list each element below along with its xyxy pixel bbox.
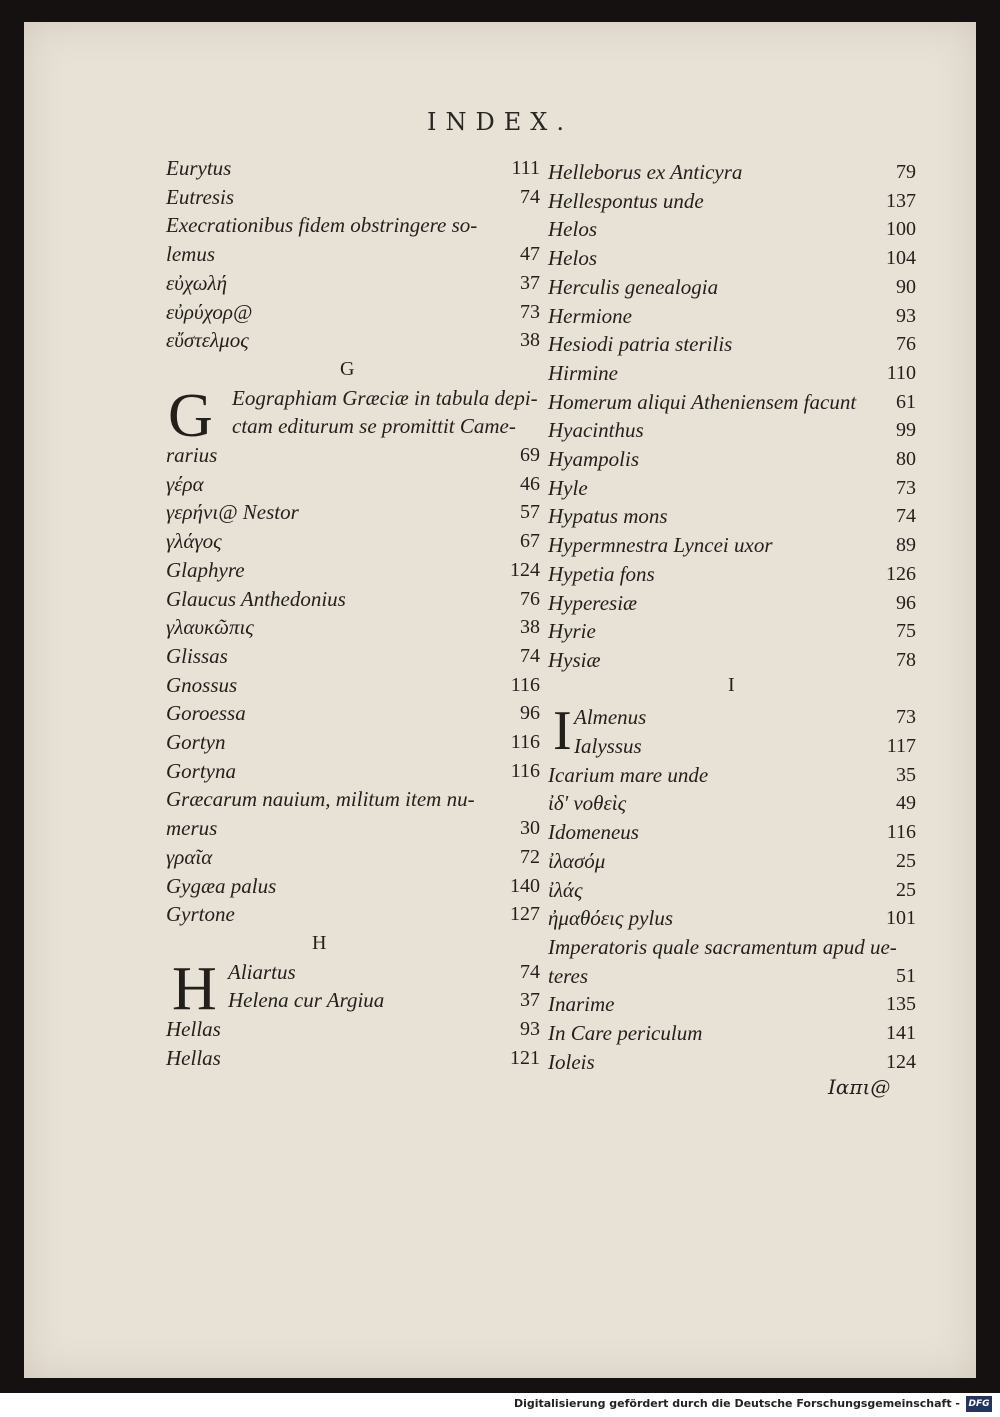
index-entry-page: 135 bbox=[886, 993, 916, 1016]
index-entry-page: 127 bbox=[510, 903, 540, 926]
index-entry-term: Homerum aliqui Atheniensem facunt bbox=[548, 389, 857, 414]
index-entry-term: Ialyssus bbox=[574, 734, 642, 758]
index-entry-page: 61 bbox=[896, 390, 916, 413]
index-entry-term: ἰδ' νοθεὶς bbox=[548, 791, 627, 816]
index-entry-page: 25 bbox=[896, 849, 916, 872]
index-entry-page: 100 bbox=[886, 218, 916, 241]
index-entry-term: Almenus bbox=[574, 705, 647, 730]
index-entry-page: 121 bbox=[510, 1046, 540, 1069]
index-entry-page: 104 bbox=[886, 247, 916, 270]
index-entry-term: εὐχωλή bbox=[166, 270, 228, 295]
index-entry-page: 67 bbox=[520, 530, 540, 553]
index-entry-page: 25 bbox=[896, 878, 916, 901]
index-entry-term: Glaucus Anthedonius bbox=[166, 586, 346, 611]
index-entry-page: 76 bbox=[520, 587, 540, 610]
index-entry-page: 37 bbox=[520, 271, 540, 294]
dfg-logo: DFG bbox=[966, 1396, 992, 1412]
index-entry-page: 141 bbox=[886, 1022, 916, 1044]
index-entry-term: Gortyn bbox=[166, 730, 226, 754]
index-entry-page: 74 bbox=[896, 505, 916, 528]
index-entry-term: Hyrie bbox=[548, 619, 596, 644]
index-entry-term: Imperatoris quale sacramentum apud ue- bbox=[548, 934, 897, 959]
section-heading-h: H bbox=[312, 932, 327, 954]
index-entry-page: 116 bbox=[510, 731, 540, 753]
catchword: Ιαπι@ bbox=[828, 1075, 891, 1099]
index-entry-page: 116 bbox=[886, 821, 916, 844]
index-entry-page: 79 bbox=[896, 161, 916, 183]
index-entry-term: Inarime bbox=[548, 992, 615, 1017]
index-entry-page: 110 bbox=[886, 361, 916, 384]
index-entry-term: Gygæa palus bbox=[166, 873, 277, 898]
index-entry-term: Eutresis bbox=[166, 184, 235, 209]
index-entry-page: 73 bbox=[896, 706, 916, 729]
index-entry-page: 51 bbox=[896, 964, 916, 987]
index-entry-term: Execrationibus fidem obstringere so- bbox=[166, 213, 478, 238]
index-entry-page: 38 bbox=[520, 616, 540, 639]
index-entry-term: Hyle bbox=[548, 475, 588, 500]
index-entry-term: ctam editurum se promittit Came- bbox=[232, 414, 516, 439]
index-entry-term: Hermione bbox=[548, 303, 632, 328]
index-entry-page: 74 bbox=[520, 185, 540, 208]
index-entry-term: Idomeneus bbox=[548, 820, 639, 845]
index-entry-term: In Care periculum bbox=[548, 1021, 703, 1045]
index-entry-term: lemus bbox=[166, 242, 215, 267]
index-entry-page: 76 bbox=[896, 333, 916, 356]
index-entry-term: γερήνι@ Nestor bbox=[166, 500, 299, 525]
index-entry-page: 74 bbox=[520, 644, 540, 667]
index-entry-term: Glissas bbox=[166, 643, 228, 668]
index-entry-page: 124 bbox=[510, 558, 540, 581]
index-entry-term: Helleborus ex Anticyra bbox=[548, 160, 743, 184]
index-entry-term: Glaphyre bbox=[166, 557, 245, 582]
index-entry-page: 93 bbox=[896, 304, 916, 327]
index-entry-term: Icarium mare unde bbox=[548, 762, 709, 787]
index-entry-term: Hyampolis bbox=[548, 447, 639, 471]
index-entry-term: Hysiæ bbox=[548, 647, 601, 672]
index-entry-page: 73 bbox=[520, 300, 540, 323]
page-title: INDEX. bbox=[427, 108, 573, 136]
index-entry-term: Gnossus bbox=[166, 672, 238, 697]
index-entry-term: Hellas bbox=[166, 1017, 221, 1041]
index-entry-page: 116 bbox=[510, 673, 540, 696]
index-entry-page: 75 bbox=[896, 620, 916, 643]
index-entry-term: Aliartus bbox=[228, 959, 296, 984]
index-entry-term: ἰλασόμ bbox=[548, 848, 606, 873]
dropcap-i: I bbox=[553, 700, 572, 762]
index-entry-page: 73 bbox=[896, 476, 916, 499]
footer-credit: Digitalisierung gefördert durch die Deutsche Forschungsgemeinschaft - bbox=[513, 1397, 960, 1410]
index-entry-term: γραῖα bbox=[166, 844, 213, 869]
index-entry-term: ἠμαθόεις pylus bbox=[548, 906, 674, 931]
index-entry-term: Gyrtone bbox=[166, 902, 235, 927]
index-entry-term: Eographiam Græciæ in tabula depi- bbox=[232, 385, 538, 410]
index-entry-term: Hypatus mons bbox=[548, 504, 668, 529]
index-entry-term: γέρα bbox=[166, 471, 204, 496]
index-entry-term: Hellespontus unde bbox=[548, 188, 704, 213]
index-entry-page: 72 bbox=[520, 845, 540, 868]
index-entry-term: Ioleis bbox=[548, 1049, 595, 1074]
section-heading-g: G bbox=[340, 358, 355, 380]
dropcap-h: H bbox=[172, 955, 217, 1023]
index-entry-term: Hyacinthus bbox=[548, 418, 644, 443]
index-entry-page: 137 bbox=[886, 189, 916, 212]
index-entry-term: rarius bbox=[166, 443, 218, 467]
index-entry-term: Hypetia fons bbox=[548, 561, 655, 586]
index-entry-term: γλάγος bbox=[166, 529, 222, 554]
index-entry-term: Helos bbox=[548, 217, 597, 242]
index-entry-page: 30 bbox=[520, 817, 540, 840]
dropcap-g: G bbox=[168, 382, 213, 450]
index-entry-page: 90 bbox=[896, 275, 916, 298]
index-entry-term: ἰλάς bbox=[548, 877, 583, 902]
index-entry-term: Gortyna bbox=[166, 758, 236, 783]
index-entry-term: Hellas bbox=[166, 1045, 221, 1070]
index-entry-page: 37 bbox=[520, 989, 540, 1012]
index-entry-term: Hypermnestra Lyncei uxor bbox=[548, 533, 773, 558]
index-entry-term: εὐρύχορ@ bbox=[166, 299, 253, 324]
index-entry-page: 74 bbox=[520, 960, 540, 983]
index-entry-page: 96 bbox=[520, 702, 540, 725]
index-entry-page: 89 bbox=[896, 534, 916, 557]
index-entry-term: teres bbox=[548, 963, 589, 988]
index-entry-term: Helos bbox=[548, 246, 597, 271]
footer-bar bbox=[0, 1393, 1000, 1417]
index-entry-page: 38 bbox=[520, 329, 540, 352]
index-entry-page: 49 bbox=[896, 792, 916, 815]
index-entry-page: 93 bbox=[520, 1018, 540, 1040]
index-entry-page: 57 bbox=[520, 501, 540, 524]
index-entry-page: 116 bbox=[510, 759, 540, 782]
index-entry-term: γλαυκῶπις bbox=[166, 615, 254, 640]
section-heading-i: I bbox=[728, 674, 735, 696]
index-entry-term: Eurytus bbox=[166, 156, 232, 180]
index-entry-term: Hyperesiæ bbox=[548, 590, 638, 615]
index-entry-term: merus bbox=[166, 816, 218, 841]
index-entry-term: Hirmine bbox=[548, 360, 618, 385]
index-entry-page: 46 bbox=[520, 472, 540, 495]
index-entry-page: 35 bbox=[896, 763, 916, 786]
index-entry-page: 126 bbox=[886, 562, 916, 585]
index-entry-page: 47 bbox=[520, 243, 540, 266]
index-entry-term: εὔστελμος bbox=[166, 328, 249, 353]
index-entry-page: 96 bbox=[896, 591, 916, 614]
index-entry-page: 69 bbox=[520, 444, 540, 466]
index-entry-term: Græcarum nauium, militum item nu- bbox=[166, 787, 475, 812]
index-entry-page: 99 bbox=[896, 419, 916, 442]
index-entry-page: 117 bbox=[886, 735, 916, 757]
index-entry-term: Goroessa bbox=[166, 701, 246, 726]
index-entry-term: Hesiodi patria sterilis bbox=[548, 332, 733, 357]
index-entry-page: 124 bbox=[886, 1050, 916, 1073]
index-entry-page: 111 bbox=[511, 157, 540, 179]
index-entry-term: Helena cur Argiua bbox=[228, 988, 385, 1013]
index-entry-page: 101 bbox=[886, 907, 916, 930]
index-entry-page: 140 bbox=[510, 874, 540, 897]
index-entry-page: 78 bbox=[896, 648, 916, 671]
index-entry-page: 80 bbox=[896, 448, 916, 470]
index-entry-term: Herculis genealogia bbox=[548, 274, 719, 299]
